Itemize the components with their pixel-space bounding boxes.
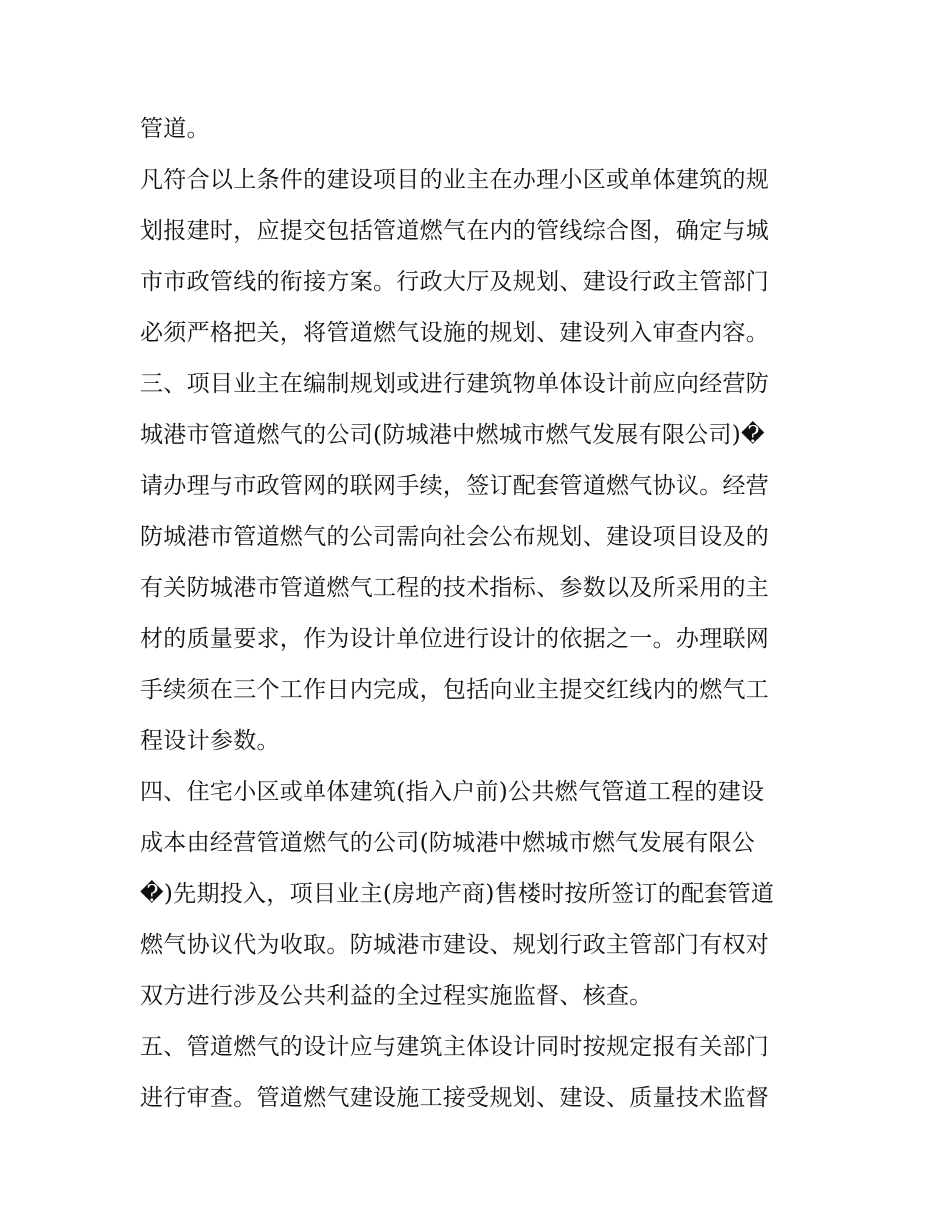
document-body (140, 104, 820, 1124)
text-line: �)先期投入，项目业主(房地产商)售楼时按所签订的配套管道 (140, 881, 775, 907)
text-line: 四、住宅小区或单体建筑(指入户前)公共燃气管道工程的建设 (140, 779, 765, 805)
text-line: 五、管道燃气的设计应与建筑主体设计同时按规定报有关部门 (140, 1034, 770, 1060)
text-line: 划报建时，应提交包括管道燃气在内的管线综合图，确定与城 (140, 218, 770, 244)
text-line: 管道。 (140, 116, 210, 142)
text-line: 请办理与市政管网的联网手续，签订配套管道燃气协议。经营 (140, 473, 770, 499)
text-line: 燃气协议代为收取。防城港市建设、规划行政主管部门有权对 (140, 932, 770, 958)
text-line: 手续须在三个工作日内完成，包括向业主提交红线内的燃气工 (140, 677, 770, 703)
text-line: 程设计参数。 (140, 728, 280, 754)
text-line: 防城港市管道燃气的公司需向社会公布规划、建设项目设及的 (140, 524, 770, 550)
text-line: 凡符合以上条件的建设项目的业主在办理小区或单体建筑的规 (140, 167, 770, 193)
text-line: 进行审查。管道燃气建设施工接受规划、建设、质量技术监督 (140, 1085, 770, 1111)
text-line: 三、项目业主在编制规划或进行建筑物单体设计前应向经营防 (140, 371, 770, 397)
text-line: 材的质量要求，作为设计单位进行设计的依据之一。办理联网 (140, 626, 770, 652)
text-line: 市市政管线的衔接方案。行政大厅及规划、建设行政主管部门 (140, 269, 770, 295)
text-line: 有关防城港市管道燃气工程的技术指标、参数以及所采用的主 (140, 575, 770, 601)
text-line: 必须严格把关，将管道燃气设施的规划、建设列入审查内容。 (140, 320, 770, 346)
text-line: 成本由经营管道燃气的公司(防城港中燃城市燃气发展有限公 (140, 830, 756, 856)
text-line: 双方进行涉及公共利益的全过程实施监督、核查。 (140, 983, 653, 1009)
text-line: 城港市管道燃气的公司(防城港中燃城市燃气发展有限公司)� (140, 422, 765, 448)
